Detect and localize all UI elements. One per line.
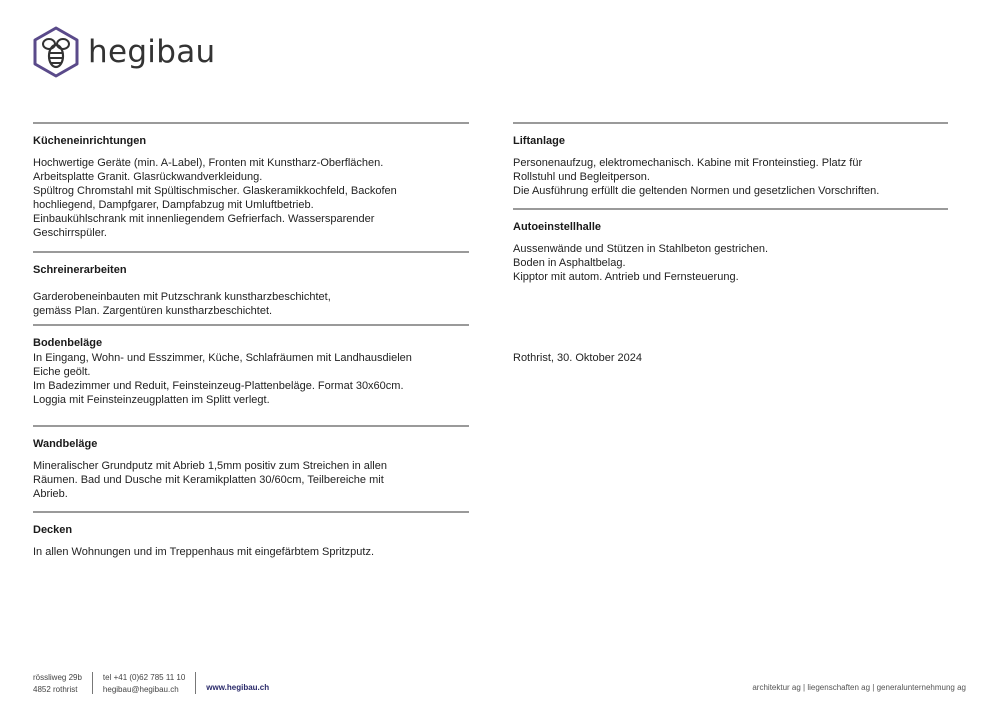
section-heading: Kücheneinrichtungen xyxy=(33,135,147,147)
section-line: Eiche geölt. xyxy=(33,366,91,378)
section-schreinerarbeiten xyxy=(33,253,469,324)
section-line: Räumen. Bad und Dusche mit Keramikplatten 30/60cm, Teilbereiche mit xyxy=(33,474,384,486)
section-heading: Liftanlage xyxy=(513,135,565,147)
section-line: Personenaufzug, elektromechanisch. Kabine mit Fronteinstieg. Platz für xyxy=(513,157,863,169)
section-line: Loggia mit Feinsteinzeugplatten im Splitt verlegt. xyxy=(33,394,270,406)
section-line: hochliegend, Dampfgarer, Dampfabzug mit Umluftbetrieb. xyxy=(33,199,314,211)
section-line: Geschirrspüler. xyxy=(33,227,107,239)
footer-address xyxy=(33,672,82,696)
footer-contact-details xyxy=(103,672,185,696)
left-column xyxy=(33,122,469,559)
section-kuecheneinrichtungen xyxy=(33,124,469,251)
section-line: Einbaukühlschrank mit innenliegendem Gefrierfach. Wassersparender xyxy=(33,213,375,225)
footer-divisions: architektur ag | liegenschaften ag | generalunternehmung ag xyxy=(752,683,966,692)
section-autoeinstellhalle xyxy=(513,210,948,284)
footer-website-link[interactable]: www.hegibau.ch xyxy=(206,683,270,692)
section-line: Arbeitsplatte Granit. Glasrückwandverkleidung. xyxy=(33,171,263,183)
section-heading: Autoeinstellhalle xyxy=(513,221,602,233)
section-line: In allen Wohnungen und im Treppenhaus mit eingefärbtem Spritzputz. xyxy=(33,546,374,558)
section-decken xyxy=(33,513,469,559)
section-line: Im Badezimmer und Reduit, Feinsteinzeug-Plattenbeläge. Format 30x60cm. xyxy=(33,380,404,392)
section-heading: Schreinerarbeiten xyxy=(33,264,127,276)
section-line: Hochwertige Geräte (min. A-Label), Fronten mit Kunstharz-Oberflächen. xyxy=(33,157,384,169)
section-line: Rollstuhl und Begleitperson. xyxy=(513,171,650,183)
section-line: Die Ausführung erfüllt die geltenden Normen und gesetzlichen Vorschriften. xyxy=(513,185,880,197)
section-heading: Decken xyxy=(33,524,73,536)
address-street: rössliweg 29b xyxy=(33,673,82,682)
section-line: Aussenwände und Stützen in Stahlbeton gestrichen. xyxy=(513,243,769,255)
section-liftanlage xyxy=(513,124,948,208)
footer-contact xyxy=(33,672,269,696)
section-line: Boden in Asphaltbelag. xyxy=(513,257,626,269)
section-line: Mineralischer Grundputz mit Abrieb 1,5mm positiv zum Streichen in allen xyxy=(33,460,387,472)
section-heading: Wandbeläge xyxy=(33,438,98,450)
section-bodenbelaege xyxy=(33,326,469,425)
section-line: In Eingang, Wohn- und Esszimmer, Küche, Schlafräumen mit Landhausdielen xyxy=(33,352,412,364)
right-column xyxy=(513,122,948,284)
section-heading: Bodenbeläge xyxy=(33,337,103,349)
brand-logo xyxy=(32,26,215,78)
section-wandbelaege xyxy=(33,427,469,511)
section-line: gemäss Plan. Zargentüren kunstharzbeschichtet. xyxy=(33,305,273,317)
section-line: Garderobeneinbauten mit Putzschrank kunstharzbeschichtet, xyxy=(33,291,331,303)
date-line: Rothrist, 30. Oktober 2024 xyxy=(513,352,643,364)
bee-icon xyxy=(32,26,80,78)
address-city: 4852 rothrist xyxy=(33,685,78,694)
section-line: Abrieb. xyxy=(33,488,68,500)
brand-name: hegibau xyxy=(88,34,216,70)
footer-email[interactable]: hegibau@hegibau.ch xyxy=(102,685,179,694)
section-line: Kipptor mit autom. Antrieb und Fernsteuerung. xyxy=(513,271,739,283)
footer-phone: tel +41 (0)62 785 11 10 xyxy=(102,673,186,682)
section-line: Spültrog Chromstahl mit Spültischmischer. Glaskeramikkochfeld, Backofen xyxy=(33,185,397,197)
footer-separator xyxy=(92,672,93,694)
footer-separator xyxy=(195,672,196,694)
